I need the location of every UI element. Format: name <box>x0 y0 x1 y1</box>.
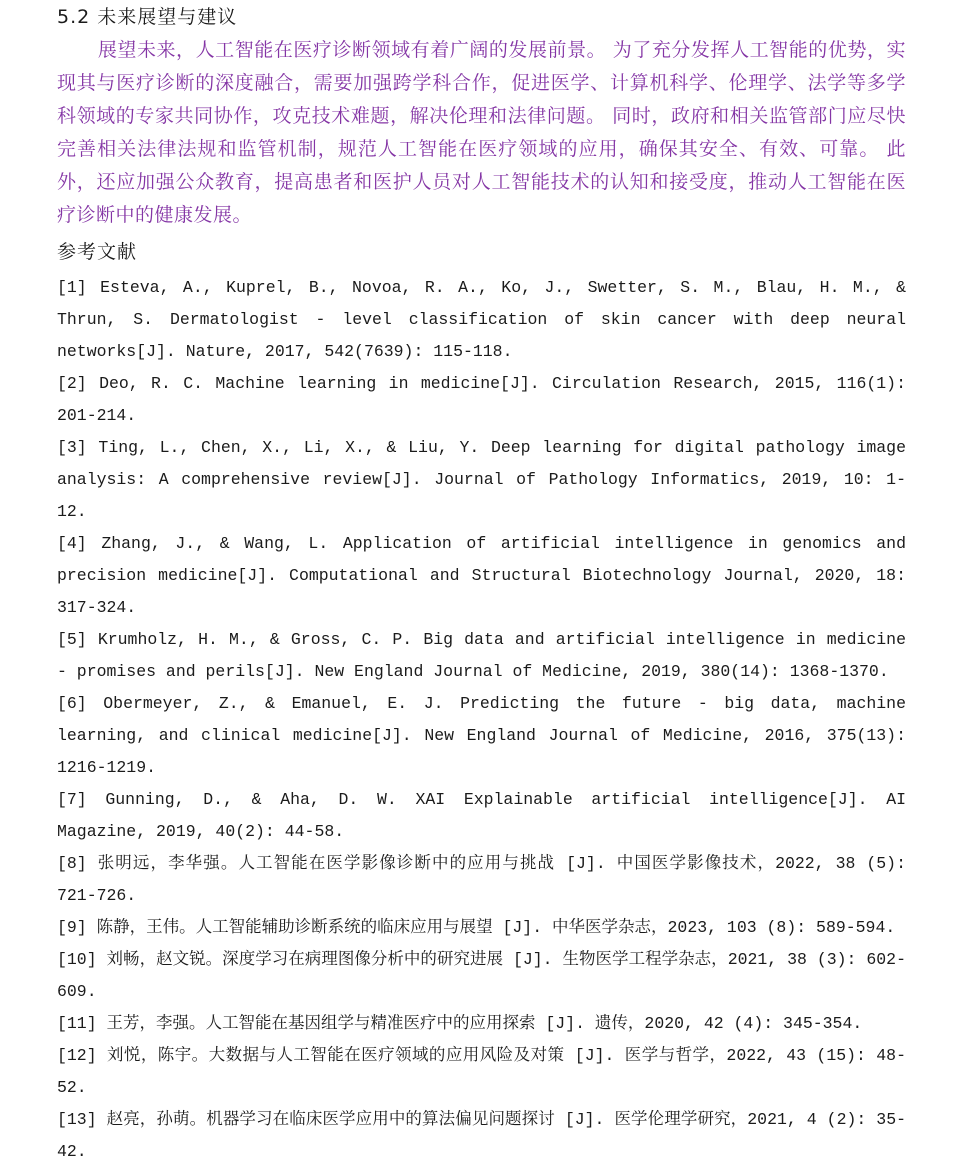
reference-item: [3] Ting, L., Chen, X., Li, X., & Liu, Y. Deep learning for digital pathology image analysis: A comprehensive review[J]. Journal of Pathology Informatics, 2019, 10: 1-12. <box>57 438 906 521</box>
reference-item: [12] 刘悦，陈宇。大数据与人工智能在医疗领域的应用风险及对策 [J]. 医学与哲学，2022, 43 (15): 48-52. <box>57 1046 906 1097</box>
section-paragraph: 展望未来，人工智能在医疗诊断领域有着广阔的发展前景。 为了充分发挥人工智能的优势，实现其与医疗诊断的深度融合，需要加强跨学科合作，促进医学、计算机科学、伦理学、法学等多学科领域的专家共同协作，攻克技术难题，解决伦理和法律问题。 同时，政府和相关监管部门应尽快完善相关法律法规和监管机制，规范人工智能在医疗领域的应用，确保其安全、有效、可靠。 此外，还应加强公众教育，提高患者和医护人员对人工智能技术的认知和接受度，推动人工智能在医疗诊断中的健康发展。 <box>57 39 906 226</box>
section-heading: 5.2 未来展望与建议 <box>57 6 238 28</box>
reference-item: [4] Zhang, J., & Wang, L. Application of artificial intelligence in genomics and precision medicine[J]. Computational and Structural Biotechnology Journal, 2020, 18: 317-324. <box>57 534 906 617</box>
reference-item: [8] 张明远，李华强。人工智能在医学影像诊断中的应用与挑战 [J]. 中国医学影像技术，2022, 38 (5): 721-726. <box>57 854 906 905</box>
reference-item: [1] Esteva, A., Kuprel, B., Novoa, R. A., Ko, J., Swetter, S. M., Blau, H. M., & Thrun, S. Dermatologist - level classification of skin cancer with deep neural networks[J]. Nature, 2017, 542(7639): 115-118. <box>57 278 906 361</box>
reference-item: [13] 赵亮，孙萌。机器学习在临床医学应用中的算法偏见问题探讨 [J]. 医学伦理学研究，2021, 4 (2): 35-42. <box>57 1110 906 1161</box>
references-heading: 参考文献 <box>57 241 138 263</box>
reference-item: [6] Obermeyer, Z., & Emanuel, E. J. Predicting the future - big data, machine learning, and clinical medicine[J]. New England Journal of Medicine, 2016, 375(13): 1216-1219. <box>57 694 906 777</box>
reference-item: [9] 陈静，王伟。人工智能辅助诊断系统的临床应用与展望 [J]. 中华医学杂志，2023, 103 (8): 589-594. <box>57 918 896 937</box>
references-list <box>57 272 906 1168</box>
reference-item: [11] 王芳，李强。人工智能在基因组学与精准医疗中的应用探索 [J]. 遗传，2020, 42 (4): 345-354. <box>57 1014 863 1033</box>
reference-item: [7] Gunning, D., & Aha, D. W. XAI Explainable artificial intelligence[J]. AI Magazine, 2019, 40(2): 44-58. <box>57 790 906 841</box>
reference-item: [5] Krumholz, H. M., & Gross, C. P. Big data and artificial intelligence in medicine - promises and perils[J]. New England Journal of Medicine, 2019, 380(14): 1368-1370. <box>57 630 906 681</box>
reference-item: [2] Deo, R. C. Machine learning in medicine[J]. Circulation Research, 2015, 116(1): 201-214. <box>57 374 906 425</box>
reference-item: [10] 刘畅，赵文锐。深度学习在病理图像分析中的研究进展 [J]. 生物医学工程学杂志，2021, 38 (3): 602-609. <box>57 950 906 1001</box>
